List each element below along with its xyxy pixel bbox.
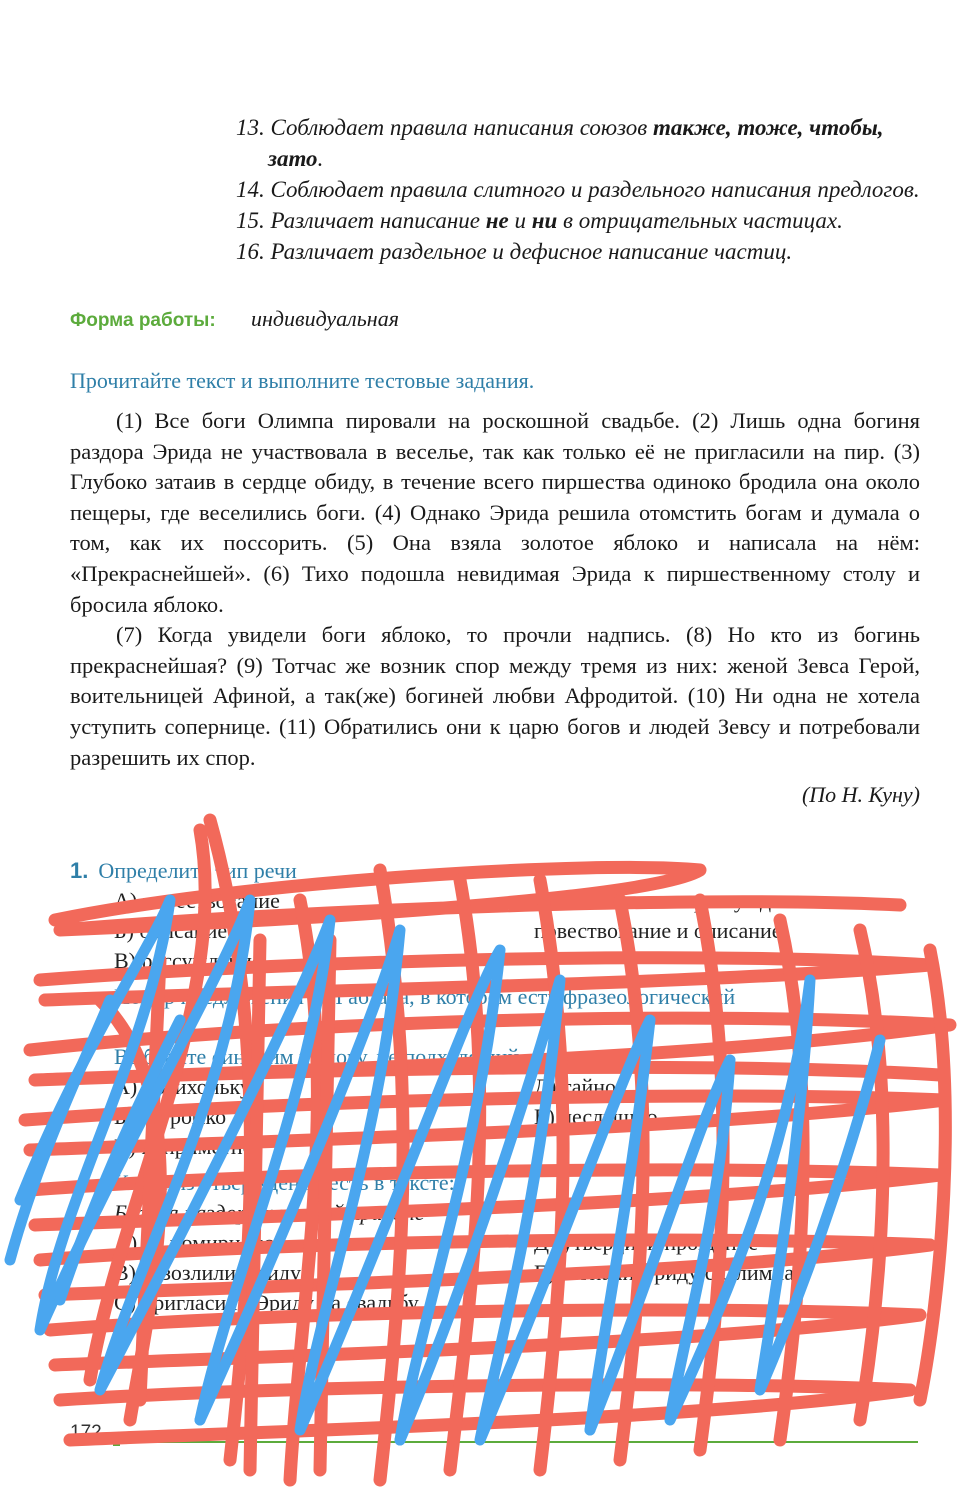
task-subtitle: Богиня раздора по какой причине (114, 1200, 425, 1225)
instruction-heading: Прочитайте текст и выполните тестовые задания. (70, 368, 535, 393)
option: повествование и рассуждение (534, 888, 815, 913)
option: В) разозлили Эриду (114, 1260, 302, 1285)
criterion-bold: также, тоже, чтобы, зато (268, 115, 884, 171)
option-row (70, 1258, 930, 1288)
option: Д) тайно (534, 1074, 617, 1099)
work-form-value: индивидуальная (250, 306, 399, 331)
option: В) рассуждение (114, 948, 262, 973)
task-title: Выберите синоним к слову, не подходящий по значению: (114, 1044, 650, 1069)
passage-source: (По Н. Куну) (801, 782, 920, 807)
footer-rule (118, 1441, 918, 1443)
criterion-bold-2: ни (531, 208, 558, 233)
criterion-text-mid: и (508, 208, 532, 233)
passage-paragraph-1: (1) Все боги Олимпа пировали на роскошной свадьбе. (2) Лишь одна богиня раздора Эрида не участвовала в веселье, так как только её не пригласили на пир. (3) Глубоко затаив в сердце обиду, в течение всего пиршества одиноко бродила она около пещеры, где веселились боги. (4) Однако Эрида решила отомстить богам и думала о том, как их поссорить. (5) Она взяла золотое яблоко и написала на нём: «Прекраснейшей». (6) Тихо подошла невидимая Эрида к пиршественному столу и бросила яблоко. (70, 408, 920, 617)
work-form (70, 306, 399, 332)
option: Д) утвердили прощение (534, 1230, 759, 1255)
criterion-15 (236, 205, 926, 236)
task-3 (70, 1042, 930, 1162)
option-row (70, 1228, 930, 1258)
criterion-number: 15. (236, 208, 265, 233)
option: А) потихоньку (114, 1074, 251, 1099)
criterion-text: Различает раздельное и дефисное написание частиц. (270, 239, 793, 264)
task-title: Номер предложения из I абзаца, в котором есть фразеологический (114, 984, 736, 1009)
criterion-bold: не (485, 208, 509, 233)
criterion-text-end: в отрицательных частицах. (557, 208, 843, 233)
task-title: Какое из утверждений есть в тексте: (114, 1170, 455, 1195)
criterion-14 (236, 174, 926, 205)
criterion-text: Различает написание (270, 208, 486, 233)
criterion-number: 14. (236, 177, 265, 202)
option: В) неприметно (114, 1134, 254, 1159)
task-number: 1. (70, 858, 89, 883)
option: Б) негромко (114, 1104, 227, 1129)
option-row (70, 946, 930, 976)
task-2 (70, 982, 930, 1012)
criterion-text-end: . (317, 146, 324, 171)
criterion-text: Соблюдает правила написания союзов (270, 115, 654, 140)
test-tasks (70, 856, 930, 1324)
criterion-13 (236, 112, 926, 174)
option-row (70, 1072, 930, 1102)
task-title: Определите тип речи (98, 858, 297, 883)
option: повествование и описание (534, 918, 782, 943)
passage-paragraph-2: (7) Когда увидели боги яблоко, то прочли надпись. (8) Но кто из богинь прекраснейшая? (9) Тотчас же возник спор между тремя из них: женой Зевса Герой, воительницей Афиной, а так(же) богиней любви Афродитой. (10) Ни одна не хотела уступить сопернице. (11) Обратились они к царю богов и людей Зевсу и потребовали разрешить их спор. (70, 622, 920, 770)
criteria-list (236, 112, 926, 267)
option-row (70, 1288, 930, 1318)
option: Б) описание (114, 918, 228, 943)
option-row (70, 916, 930, 946)
criterion-number: 13. (236, 115, 265, 140)
work-form-label: Форма работы: (70, 310, 216, 331)
page-number: 172 (70, 1422, 102, 1443)
reading-passage (70, 406, 920, 773)
option: Е) неслышно (534, 1104, 658, 1129)
option-row (70, 1132, 930, 1162)
criterion-16 (236, 236, 926, 267)
task-1 (70, 856, 930, 976)
option: А) не помирились (114, 1230, 284, 1255)
criterion-text: Соблюдает правила слитного и раздельного написания предлогов. (270, 177, 920, 202)
option: Е) изгнали Эриду с Олимпа (534, 1260, 795, 1285)
option-row (70, 886, 930, 916)
option: А) повествование (114, 888, 280, 913)
option-row (70, 1102, 930, 1132)
task-4 (70, 1168, 930, 1318)
option: С) пригласили Эриду на свадьбу (114, 1290, 419, 1315)
criterion-number: 16. (236, 239, 265, 264)
